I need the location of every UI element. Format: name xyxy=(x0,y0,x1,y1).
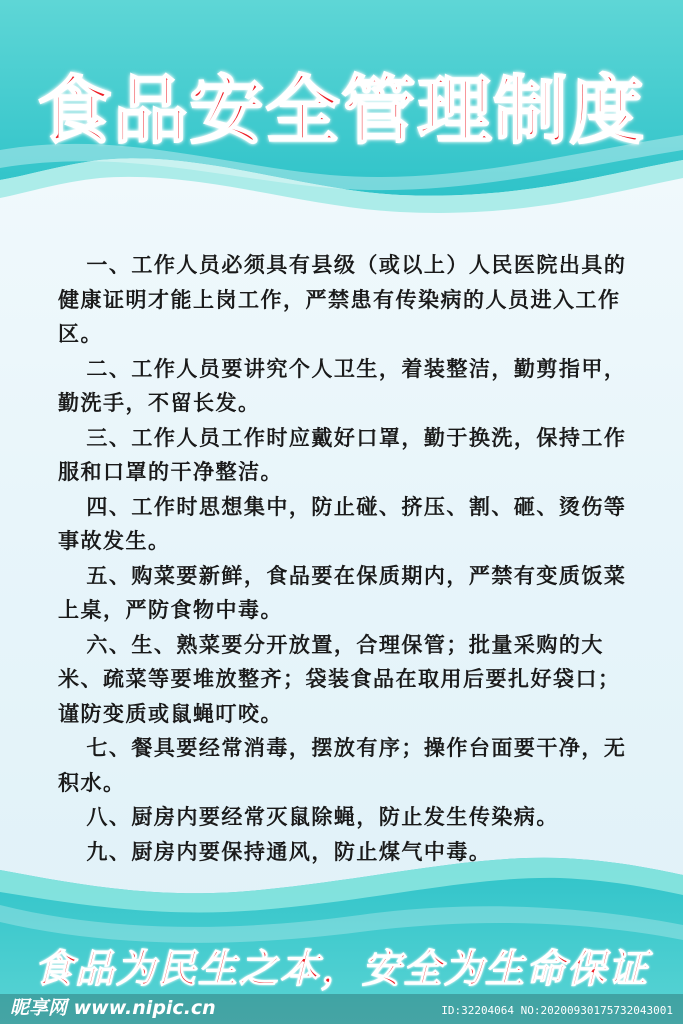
rule-item-4: 四、工作时思想集中，防止碰、挤压、割、砸、烫伤等事故发生。 xyxy=(58,494,627,553)
rule-item-7: 七、餐具要经常消毒，摆放有序；操作台面要干净，无积水。 xyxy=(58,736,627,795)
watermark-bar xyxy=(0,994,683,1024)
slogan: 食品为民生之本，安全为生命保证 xyxy=(33,946,649,992)
rules-list xyxy=(58,248,642,869)
watermark-id: ID:32204064 NO:20200930175732043001 xyxy=(441,1004,673,1017)
rule-item-3: 三、工作人员工作时应戴好口罩，勤于换洗，保持工作服和口罩的干净整洁。 xyxy=(58,425,627,484)
rule-item-5: 五、购菜要新鲜，食品要在保质期内，严禁有变质饭菜上桌，严防食物中毒。 xyxy=(58,563,627,622)
rule-item-9: 九、厨房内要保持通风，防止煤气中毒。 xyxy=(86,839,492,864)
rule-item-6: 六、生、熟菜要分开放置，合理保管；批量采购的大米、疏菜等要堆放整齐；袋装食品在取用后要扎好袋口；谨防变质或鼠蝇叮咬。 xyxy=(58,632,621,726)
rule-item-2: 二、工作人员要讲究个人卫生，着装整洁，勤剪指甲，勤洗手，不留长发。 xyxy=(58,356,627,415)
rule-item-8: 八、厨房内要经常灭鼠除蝇，防止发生传染病。 xyxy=(86,805,559,829)
watermark-logo: 昵享网 www.nipic.cn xyxy=(10,997,216,1019)
rule-item-1: 一、工作人员必须具有县级（或以上）人民医院出具的健康证明才能上岗工作，严禁患有传染病的人员进入工作区。 xyxy=(58,253,627,346)
poster-title: 食品安全管理制度 xyxy=(37,68,646,154)
